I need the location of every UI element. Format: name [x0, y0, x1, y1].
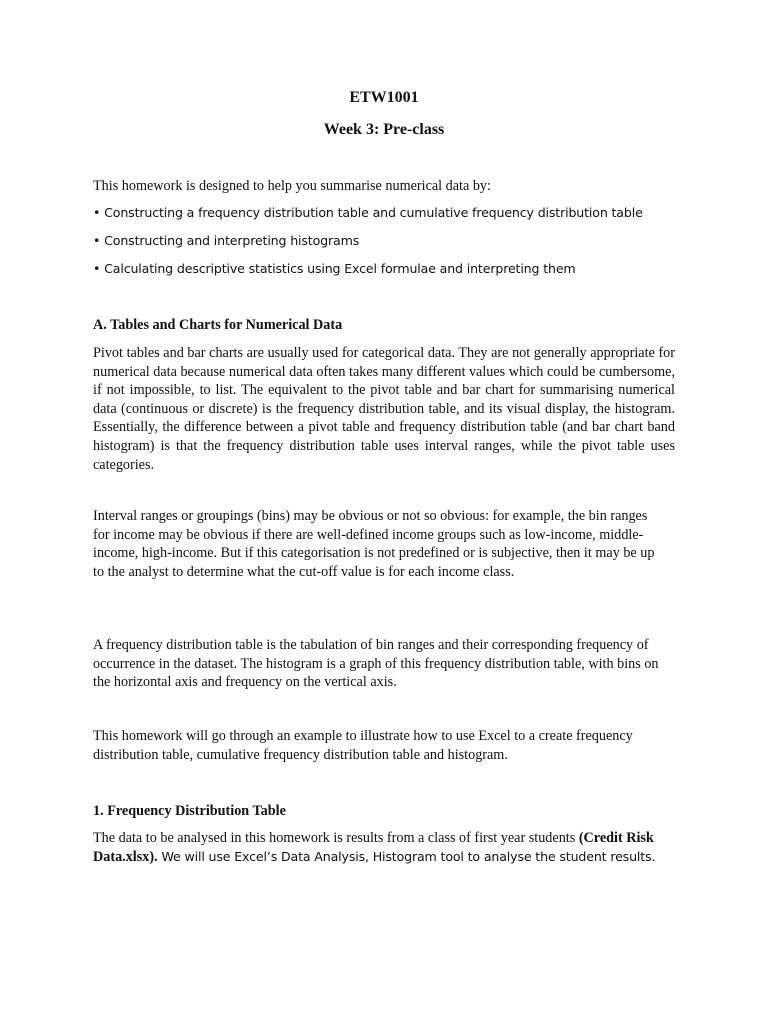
bullet-item: • Constructing and interpreting histograms — [93, 233, 360, 248]
page-title: Week 3: Pre-class — [323, 121, 445, 138]
paragraph — [93, 829, 675, 866]
paragraph-text: We will use Excel’s Data Analysis, Histogram tool to analyse the student results. — [157, 848, 656, 864]
section-heading: 1. Frequency Distribution Table — [93, 803, 286, 819]
bullet-item: • Calculating descriptive statistics using Excel formulae and interpreting them — [93, 261, 576, 276]
course-code: ETW1001 — [349, 89, 419, 106]
paragraph: This homework will go through an example to illustrate how to use Excel to a create frequency distribution table, cumulative frequency distribution table and histogram. — [93, 728, 633, 763]
paragraph: Pivot tables and bar charts are usually used for categorical data. They are not generally appropriate for numerical data because numerical data often takes many different values which could be cumbersome, if not impossible, to list. The equivalent to the pivot table and bar chart for summarising numerical data (continuous or discrete) is the frequency distribution table, and its visual display, the histogram. Essentially, the difference between a pivot table and frequency distribution table (and bar chart band histogram) is that the frequency distribution table uses interval ranges, while the pivot table uses categories. — [93, 345, 675, 473]
paragraph-text: The data to be analysed in this homework is results from a class of first year students — [93, 830, 579, 846]
intro-lead: This homework is designed to help you summarise numerical data by: — [93, 178, 491, 194]
paragraph: A frequency distribution table is the tabulation of bin ranges and their corresponding frequency of occurrence in the dataset. The histogram is a graph of this frequency distribution table, with bins on the horizontal axis and frequency on the vertical axis. — [93, 637, 659, 691]
section-heading: A. Tables and Charts for Numerical Data — [93, 317, 343, 333]
paragraph: Interval ranges or groupings (bins) may be obvious or not so obvious: for example, the bin ranges for income may be obvious if there are well-defined income groups such as low-income, middle-income, high-income. But if this categorisation is not predefined or is subjective, then it may be up to the analyst to determine what the cut-off value is for each income class. — [93, 508, 655, 580]
bullet-item: • Constructing a frequency distribution table and cumulative frequency distribution table — [93, 205, 643, 220]
file-reference: (Credit Risk Data.xlsx). — [93, 830, 654, 865]
